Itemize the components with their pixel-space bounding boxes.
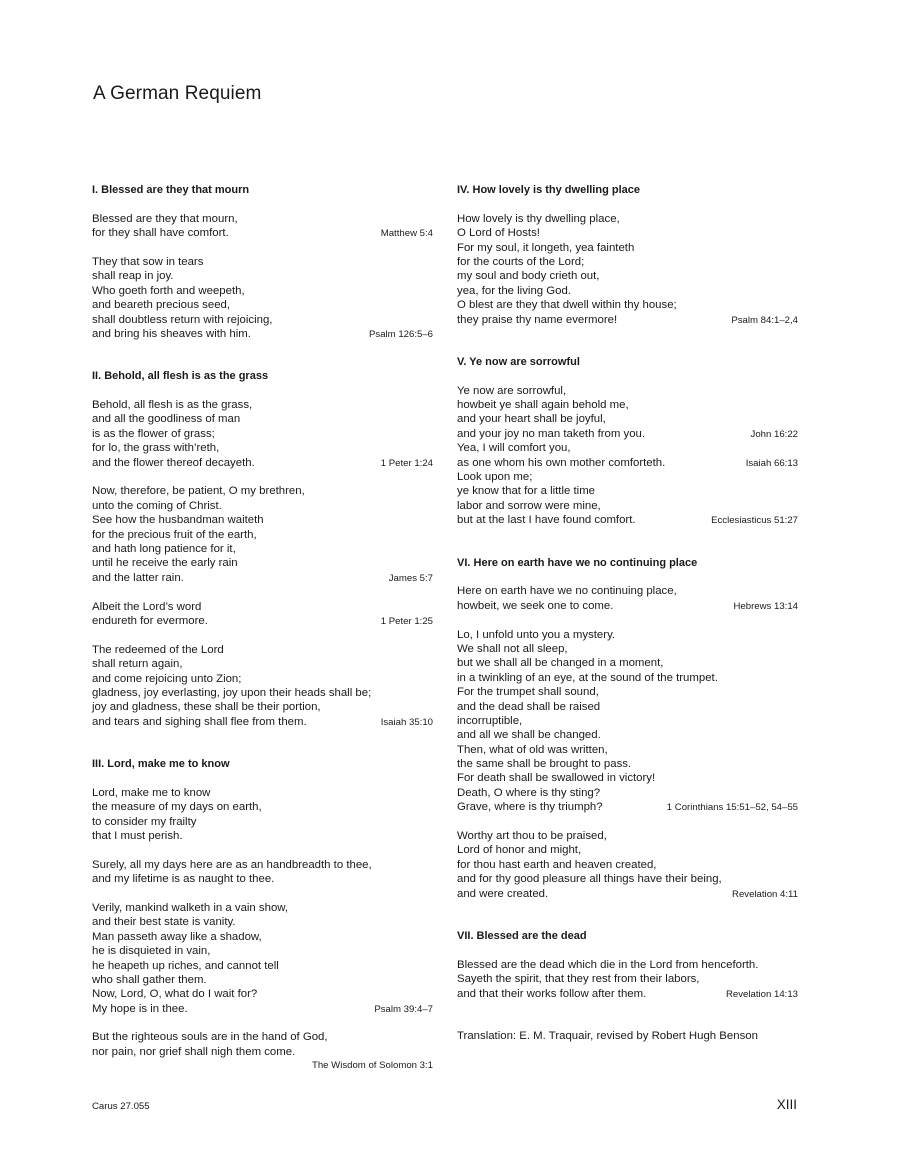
stanza bbox=[92, 212, 433, 241]
scripture-reference: 1 Corinthians 15:51–52, 54–55 bbox=[666, 802, 798, 814]
verse-text: and for thy good pleasure all things have their being, bbox=[457, 873, 722, 886]
verse-line bbox=[457, 226, 798, 240]
verse-text: joy and gladness, these shall be their portion, bbox=[92, 701, 321, 714]
scripture-reference: John 16:22 bbox=[750, 428, 798, 440]
verse-text: Yea, I will comfort you, bbox=[457, 442, 571, 455]
verse-line bbox=[92, 858, 433, 872]
stanza bbox=[92, 858, 433, 887]
verse-text: until he receive the early rain bbox=[92, 557, 238, 570]
verse-line bbox=[92, 973, 433, 987]
text-section bbox=[92, 757, 433, 1074]
verse-line bbox=[457, 255, 798, 269]
verse-line bbox=[457, 728, 798, 742]
verse-line bbox=[92, 686, 433, 700]
verse-text: yea, for the living God. bbox=[457, 284, 571, 297]
verse-line bbox=[457, 771, 798, 785]
verse-text: O Lord of Hosts! bbox=[457, 227, 540, 240]
verse-line bbox=[457, 829, 798, 843]
verse-line bbox=[92, 398, 433, 412]
verse-text: for thou hast earth and heaven created, bbox=[457, 858, 657, 871]
verse-text: Lord, make me to know bbox=[92, 786, 211, 799]
scripture-reference: Ecclesiasticus 51:27 bbox=[711, 515, 798, 527]
verse-text: For the trumpet shall sound, bbox=[457, 686, 599, 699]
verse-line bbox=[92, 571, 433, 585]
verse-line bbox=[92, 556, 433, 570]
verse-text: Worthy art thou to be praised, bbox=[457, 830, 607, 843]
verse-line bbox=[92, 499, 433, 513]
verse-line bbox=[92, 456, 433, 470]
verse-text: for they shall have comfort. bbox=[92, 227, 229, 240]
verse-text: Here on earth have we no continuing place, bbox=[457, 585, 677, 598]
verse-line bbox=[92, 872, 433, 886]
verse-line bbox=[92, 672, 433, 686]
verse-line bbox=[457, 987, 798, 1001]
verse-line bbox=[457, 470, 798, 484]
verse-text: shall doubtless return with rejoicing, bbox=[92, 313, 273, 326]
verse-text: and hath long patience for it, bbox=[92, 542, 236, 555]
section-heading: VI. Here on earth have we no continuing place bbox=[457, 556, 698, 569]
verse-line bbox=[92, 1002, 433, 1016]
verse-line bbox=[457, 843, 798, 857]
verse-line bbox=[457, 786, 798, 800]
verse-text: gladness, joy everlasting, joy upon their heads shall be; bbox=[92, 686, 372, 699]
verse-line bbox=[457, 656, 798, 670]
verse-text: my soul and body crieth out, bbox=[457, 270, 600, 283]
verse-text: O blest are they that dwell within thy house; bbox=[457, 299, 677, 312]
scripture-reference: Matthew 5:4 bbox=[380, 228, 433, 240]
text-section bbox=[92, 369, 433, 729]
verse-line bbox=[457, 269, 798, 283]
verse-text: ye know that for a little time bbox=[457, 485, 596, 498]
verse-text: My hope is in thee. bbox=[92, 1002, 188, 1015]
verse-text: howbeit ye shall again behold me, bbox=[457, 399, 629, 412]
scripture-reference: 1 Peter 1:24 bbox=[380, 457, 433, 469]
verse-text: For death shall be swallowed in victory! bbox=[457, 772, 656, 785]
section-heading: III. Lord, make me to know bbox=[92, 758, 230, 771]
verse-line bbox=[457, 441, 798, 455]
verse-line bbox=[92, 226, 433, 240]
verse-line bbox=[457, 599, 798, 613]
verse-text: Look upon me; bbox=[457, 471, 533, 484]
verse-line bbox=[92, 786, 433, 800]
verse-text: Death, O where is thy sting? bbox=[457, 786, 601, 799]
verse-line bbox=[457, 412, 798, 426]
verse-text: and the latter rain. bbox=[92, 571, 184, 584]
verse-line bbox=[457, 298, 798, 312]
verse-text: that I must perish. bbox=[92, 830, 183, 843]
verse-line bbox=[92, 1045, 433, 1059]
stanza bbox=[92, 600, 433, 629]
verse-text: The redeemed of the Lord bbox=[92, 643, 224, 656]
scripture-reference: Revelation 4:11 bbox=[732, 888, 798, 900]
verse-line bbox=[92, 944, 433, 958]
verse-line bbox=[457, 642, 798, 656]
text-section bbox=[457, 1029, 798, 1043]
scripture-reference: Isaiah 35:10 bbox=[380, 716, 433, 728]
verse-text: and all the goodliness of man bbox=[92, 413, 241, 426]
verse-line bbox=[457, 513, 798, 527]
verse-text: for lo, the grass with’reth, bbox=[92, 442, 220, 455]
verse-line bbox=[457, 427, 798, 441]
verse-text: Surely, all my days here are as an handbreadth to thee, bbox=[92, 858, 372, 871]
verse-text: Translation: E. M. Traquair, revised by Robert Hugh Benson bbox=[457, 1029, 758, 1042]
verse-text: Behold, all flesh is as the grass, bbox=[92, 399, 253, 412]
verse-line bbox=[92, 441, 433, 455]
verse-text: howbeit, we seek one to come. bbox=[457, 599, 614, 612]
verse-line bbox=[92, 212, 433, 226]
verse-line bbox=[92, 484, 433, 498]
section-heading: IV. How lovely is thy dwelling place bbox=[457, 184, 640, 196]
verse-text: Man passeth away like a shadow, bbox=[92, 930, 262, 943]
stanza bbox=[92, 398, 433, 470]
verse-line bbox=[92, 643, 433, 657]
verse-text: How lovely is thy dwelling place, bbox=[457, 212, 620, 225]
verse-text: and that their works follow after them. bbox=[457, 987, 647, 1000]
verse-line bbox=[92, 1030, 433, 1044]
verse-line bbox=[92, 255, 433, 269]
verse-text: endureth for evermore. bbox=[92, 614, 208, 627]
verse-line bbox=[92, 614, 433, 628]
catalog-number: Carus 27.055 bbox=[92, 1101, 150, 1112]
verse-line bbox=[92, 815, 433, 829]
verse-line bbox=[92, 513, 433, 527]
verse-text: is as the flower of grass; bbox=[92, 427, 215, 440]
stanza bbox=[457, 1029, 798, 1043]
stanza bbox=[457, 958, 798, 1001]
verse-text: shall reap in joy. bbox=[92, 270, 174, 283]
verse-line bbox=[457, 714, 798, 728]
verse-line bbox=[92, 284, 433, 298]
verse-text: nor pain, nor grief shall nigh them come. bbox=[92, 1045, 296, 1058]
text-section bbox=[92, 183, 433, 341]
verse-line bbox=[92, 901, 433, 915]
section-heading: V. Ye now are sorrowful bbox=[457, 355, 580, 368]
verse-line bbox=[457, 743, 798, 757]
scripture-reference: Psalm 126:5–6 bbox=[369, 328, 433, 340]
verse-line bbox=[457, 757, 798, 771]
verse-text: Verily, mankind walketh in a vain show, bbox=[92, 901, 289, 914]
verse-line bbox=[92, 930, 433, 944]
stanza bbox=[457, 829, 798, 901]
verse-line bbox=[92, 528, 433, 542]
scripture-reference: Psalm 39:4–7 bbox=[374, 1003, 433, 1015]
verse-text: They that sow in tears bbox=[92, 255, 204, 268]
verse-text: and my lifetime is as naught to thee. bbox=[92, 873, 275, 886]
verse-line bbox=[457, 800, 798, 814]
verse-text: But the righteous souls are in the hand of God, bbox=[92, 1031, 328, 1044]
verse-text: and all we shall be changed. bbox=[457, 729, 601, 742]
verse-text: labor and sorrow were mine, bbox=[457, 499, 601, 512]
verse-line bbox=[92, 800, 433, 814]
text-section bbox=[457, 929, 798, 1001]
verse-text: Sayeth the spirit, that they rest from their labors, bbox=[457, 973, 700, 986]
verse-text: they praise thy name evermore! bbox=[457, 313, 618, 326]
scripture-reference: Isaiah 66:13 bbox=[745, 457, 798, 469]
verse-text: and bring his sheaves with him. bbox=[92, 327, 251, 340]
verse-text: for the courts of the Lord; bbox=[457, 255, 585, 268]
section-heading: I. Blessed are they that mourn bbox=[92, 184, 250, 196]
stanza bbox=[92, 484, 433, 585]
scripture-reference: Revelation 14:13 bbox=[725, 988, 798, 1000]
verse-text: See how the husbandman waiteth bbox=[92, 514, 264, 527]
scripture-reference: The Wisdom of Solomon 3:1 bbox=[311, 1060, 433, 1072]
verse-line bbox=[457, 313, 798, 327]
stanza bbox=[92, 255, 433, 341]
verse-line bbox=[457, 958, 798, 972]
verse-text: Then, what of old was written, bbox=[457, 743, 608, 756]
verse-text: Who goeth forth and weepeth, bbox=[92, 284, 245, 297]
stanza bbox=[92, 643, 433, 729]
verse-line bbox=[457, 872, 798, 886]
verse-line bbox=[457, 972, 798, 986]
verse-line bbox=[92, 915, 433, 929]
verse-text: and were created. bbox=[457, 887, 549, 900]
verse-line bbox=[92, 327, 433, 341]
verse-text: Blessed are they that mourn, bbox=[92, 212, 238, 225]
verse-text: to consider my frailty bbox=[92, 815, 197, 828]
verse-text: unto the coming of Christ. bbox=[92, 499, 222, 512]
verse-line bbox=[457, 456, 798, 470]
verse-line bbox=[457, 584, 798, 598]
verse-text: Now, therefore, be patient, O my brethren, bbox=[92, 485, 305, 498]
verse-text: for the precious fruit of the earth, bbox=[92, 528, 257, 541]
verse-line bbox=[457, 685, 798, 699]
verse-line bbox=[92, 313, 433, 327]
verse-text: and the dead shall be raised bbox=[457, 700, 601, 713]
verse-text: who shall gather them. bbox=[92, 973, 207, 986]
verse-text: and the flower thereof decayeth. bbox=[92, 456, 255, 469]
verse-text: Now, Lord, O, what do I wait for? bbox=[92, 988, 258, 1001]
stanza bbox=[457, 212, 798, 327]
stanza bbox=[457, 584, 798, 613]
verse-text: but at the last I have found comfort. bbox=[457, 514, 636, 527]
verse-line bbox=[92, 298, 433, 312]
page-number: XIII bbox=[776, 1097, 797, 1112]
scripture-reference: Psalm 84:1–2,4 bbox=[731, 314, 798, 326]
verse-text: and their best state is vanity. bbox=[92, 916, 236, 929]
verse-text: shall return again, bbox=[92, 658, 183, 671]
verse-line bbox=[92, 700, 433, 714]
verse-text: the measure of my days on earth, bbox=[92, 801, 262, 814]
text-section bbox=[457, 355, 798, 528]
stanza bbox=[92, 786, 433, 844]
verse-text: and come rejoicing unto Zion; bbox=[92, 672, 242, 685]
verse-text: in a twinkling of an eye, at the sound of the trumpet. bbox=[457, 671, 718, 684]
verse-line bbox=[92, 427, 433, 441]
text-section bbox=[457, 183, 798, 327]
verse-text: the same shall be brought to pass. bbox=[457, 758, 632, 771]
verse-text: We shall not all sleep, bbox=[457, 642, 568, 655]
section-heading: VII. Blessed are the dead bbox=[457, 929, 587, 942]
verse-line bbox=[92, 987, 433, 1001]
verse-text: he heapeth up riches, and cannot tell bbox=[92, 959, 279, 972]
verse-text: and your joy no man taketh from you. bbox=[457, 427, 646, 440]
verse-line bbox=[92, 715, 433, 729]
verse-line bbox=[457, 671, 798, 685]
verse-line bbox=[457, 1029, 798, 1043]
verse-text: as one whom his own mother comforteth. bbox=[457, 456, 666, 469]
verse-line bbox=[457, 284, 798, 298]
stanza bbox=[457, 628, 798, 815]
verse-text: Ye now are sorrowful, bbox=[457, 384, 567, 397]
verse-line bbox=[92, 542, 433, 556]
verse-text: Blessed are the dead which die in the Lord from henceforth. bbox=[457, 958, 759, 971]
verse-line bbox=[457, 212, 798, 226]
verse-line bbox=[457, 484, 798, 498]
stanza bbox=[92, 901, 433, 1016]
right-column bbox=[457, 183, 798, 1043]
scripture-reference: 1 Peter 1:25 bbox=[380, 615, 433, 627]
verse-text: Grave, where is thy triumph? bbox=[457, 801, 603, 814]
verse-line bbox=[457, 384, 798, 398]
verse-line bbox=[92, 829, 433, 843]
verse-text: Lord of honor and might, bbox=[457, 844, 582, 857]
verse-line bbox=[92, 412, 433, 426]
scripture-reference: Hebrews 13:14 bbox=[733, 600, 798, 612]
verse-line bbox=[457, 700, 798, 714]
scripture-reference: James 5:7 bbox=[388, 572, 433, 584]
left-column bbox=[92, 183, 433, 1074]
verse-line bbox=[457, 628, 798, 642]
verse-text: but we shall all be changed in a moment, bbox=[457, 657, 664, 670]
verse-line bbox=[457, 887, 798, 901]
stanza bbox=[92, 1030, 433, 1073]
verse-line bbox=[457, 499, 798, 513]
verse-line bbox=[92, 269, 433, 283]
text-section bbox=[457, 556, 798, 901]
page-title: A German Requiem bbox=[93, 82, 262, 104]
verse-text: and tears and sighing shall flee from them. bbox=[92, 715, 307, 728]
verse-line bbox=[457, 398, 798, 412]
verse-text: incorruptible, bbox=[457, 714, 523, 727]
verse-line bbox=[92, 657, 433, 671]
verse-text: Lo, I unfold unto you a mystery. bbox=[457, 628, 616, 641]
verse-text: and your heart shall be joyful, bbox=[457, 413, 606, 426]
verse-line bbox=[92, 600, 433, 614]
verse-line bbox=[457, 241, 798, 255]
verse-text: he is disquieted in vain, bbox=[92, 945, 211, 958]
verse-line bbox=[457, 858, 798, 872]
section-heading: II. Behold, all flesh is as the grass bbox=[92, 370, 269, 383]
verse-text: and beareth precious seed, bbox=[92, 299, 231, 312]
verse-text: Albeit the Lord’s word bbox=[92, 600, 202, 613]
stanza bbox=[457, 384, 798, 528]
verse-text: For my soul, it longeth, yea fainteth bbox=[457, 241, 635, 254]
verse-line bbox=[92, 959, 433, 973]
